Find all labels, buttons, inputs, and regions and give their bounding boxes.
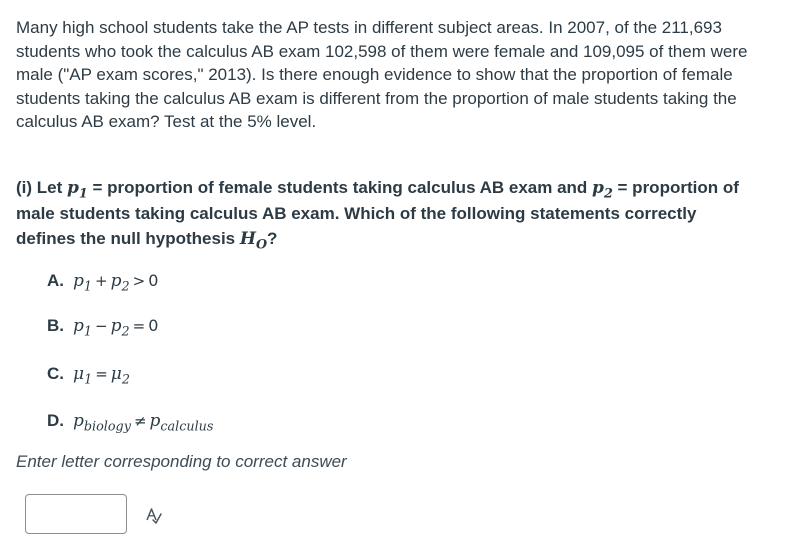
formula-preview-icon[interactable] xyxy=(143,505,163,525)
choice-d xyxy=(47,408,213,434)
choice-expression: $p_1 + p_2 > 0$ xyxy=(73,271,159,295)
question-prompt xyxy=(16,175,756,252)
p2-definition: = proportion of male students taking calculus AB exam. Which of the following statements correctly defines the null hypothesis xyxy=(16,178,739,248)
choice-b xyxy=(47,313,158,339)
problem-statement: Many high school students take the AP tests in different subject areas. In 2007, of the 211,693 students who took the calculus AB exam 102,598 of them were female and 109,095 of them were male ("AP exam scores," 2013). Is there enough evidence to show that the proportion of female students taking the calculus AB exam is different from the proportion of male students taking the calculus AB exam? Test at the 5% level. xyxy=(16,18,748,132)
answer-instruction: Enter letter corresponding to correct answer xyxy=(16,452,347,471)
choice-letter: C. xyxy=(47,364,64,383)
question-suffix: ? xyxy=(267,229,278,248)
p1-variable: $p_1$ xyxy=(67,178,88,202)
p2-variable: $p_2$ xyxy=(592,178,613,202)
question-prefix: (i) Let xyxy=(16,178,67,197)
choice-c xyxy=(47,361,130,387)
p1-definition: = proportion of female students taking calculus AB exam and xyxy=(87,178,593,197)
choice-a xyxy=(47,268,158,294)
preview-icon-glyph xyxy=(143,505,163,525)
choice-expression: $\mu_1 = \mu_2$ xyxy=(73,364,130,388)
choice-letter: B. xyxy=(47,316,64,335)
choice-expression: $p_{biology} \ne p_{calculus}$ xyxy=(73,411,214,435)
answer-input[interactable] xyxy=(25,494,127,534)
choice-letter: A. xyxy=(47,271,64,290)
null-hypothesis-symbol: $H_O$ xyxy=(239,229,268,253)
choice-expression: $p_1 - p_2 = 0$ xyxy=(73,316,159,340)
choice-letter: D. xyxy=(47,411,64,430)
